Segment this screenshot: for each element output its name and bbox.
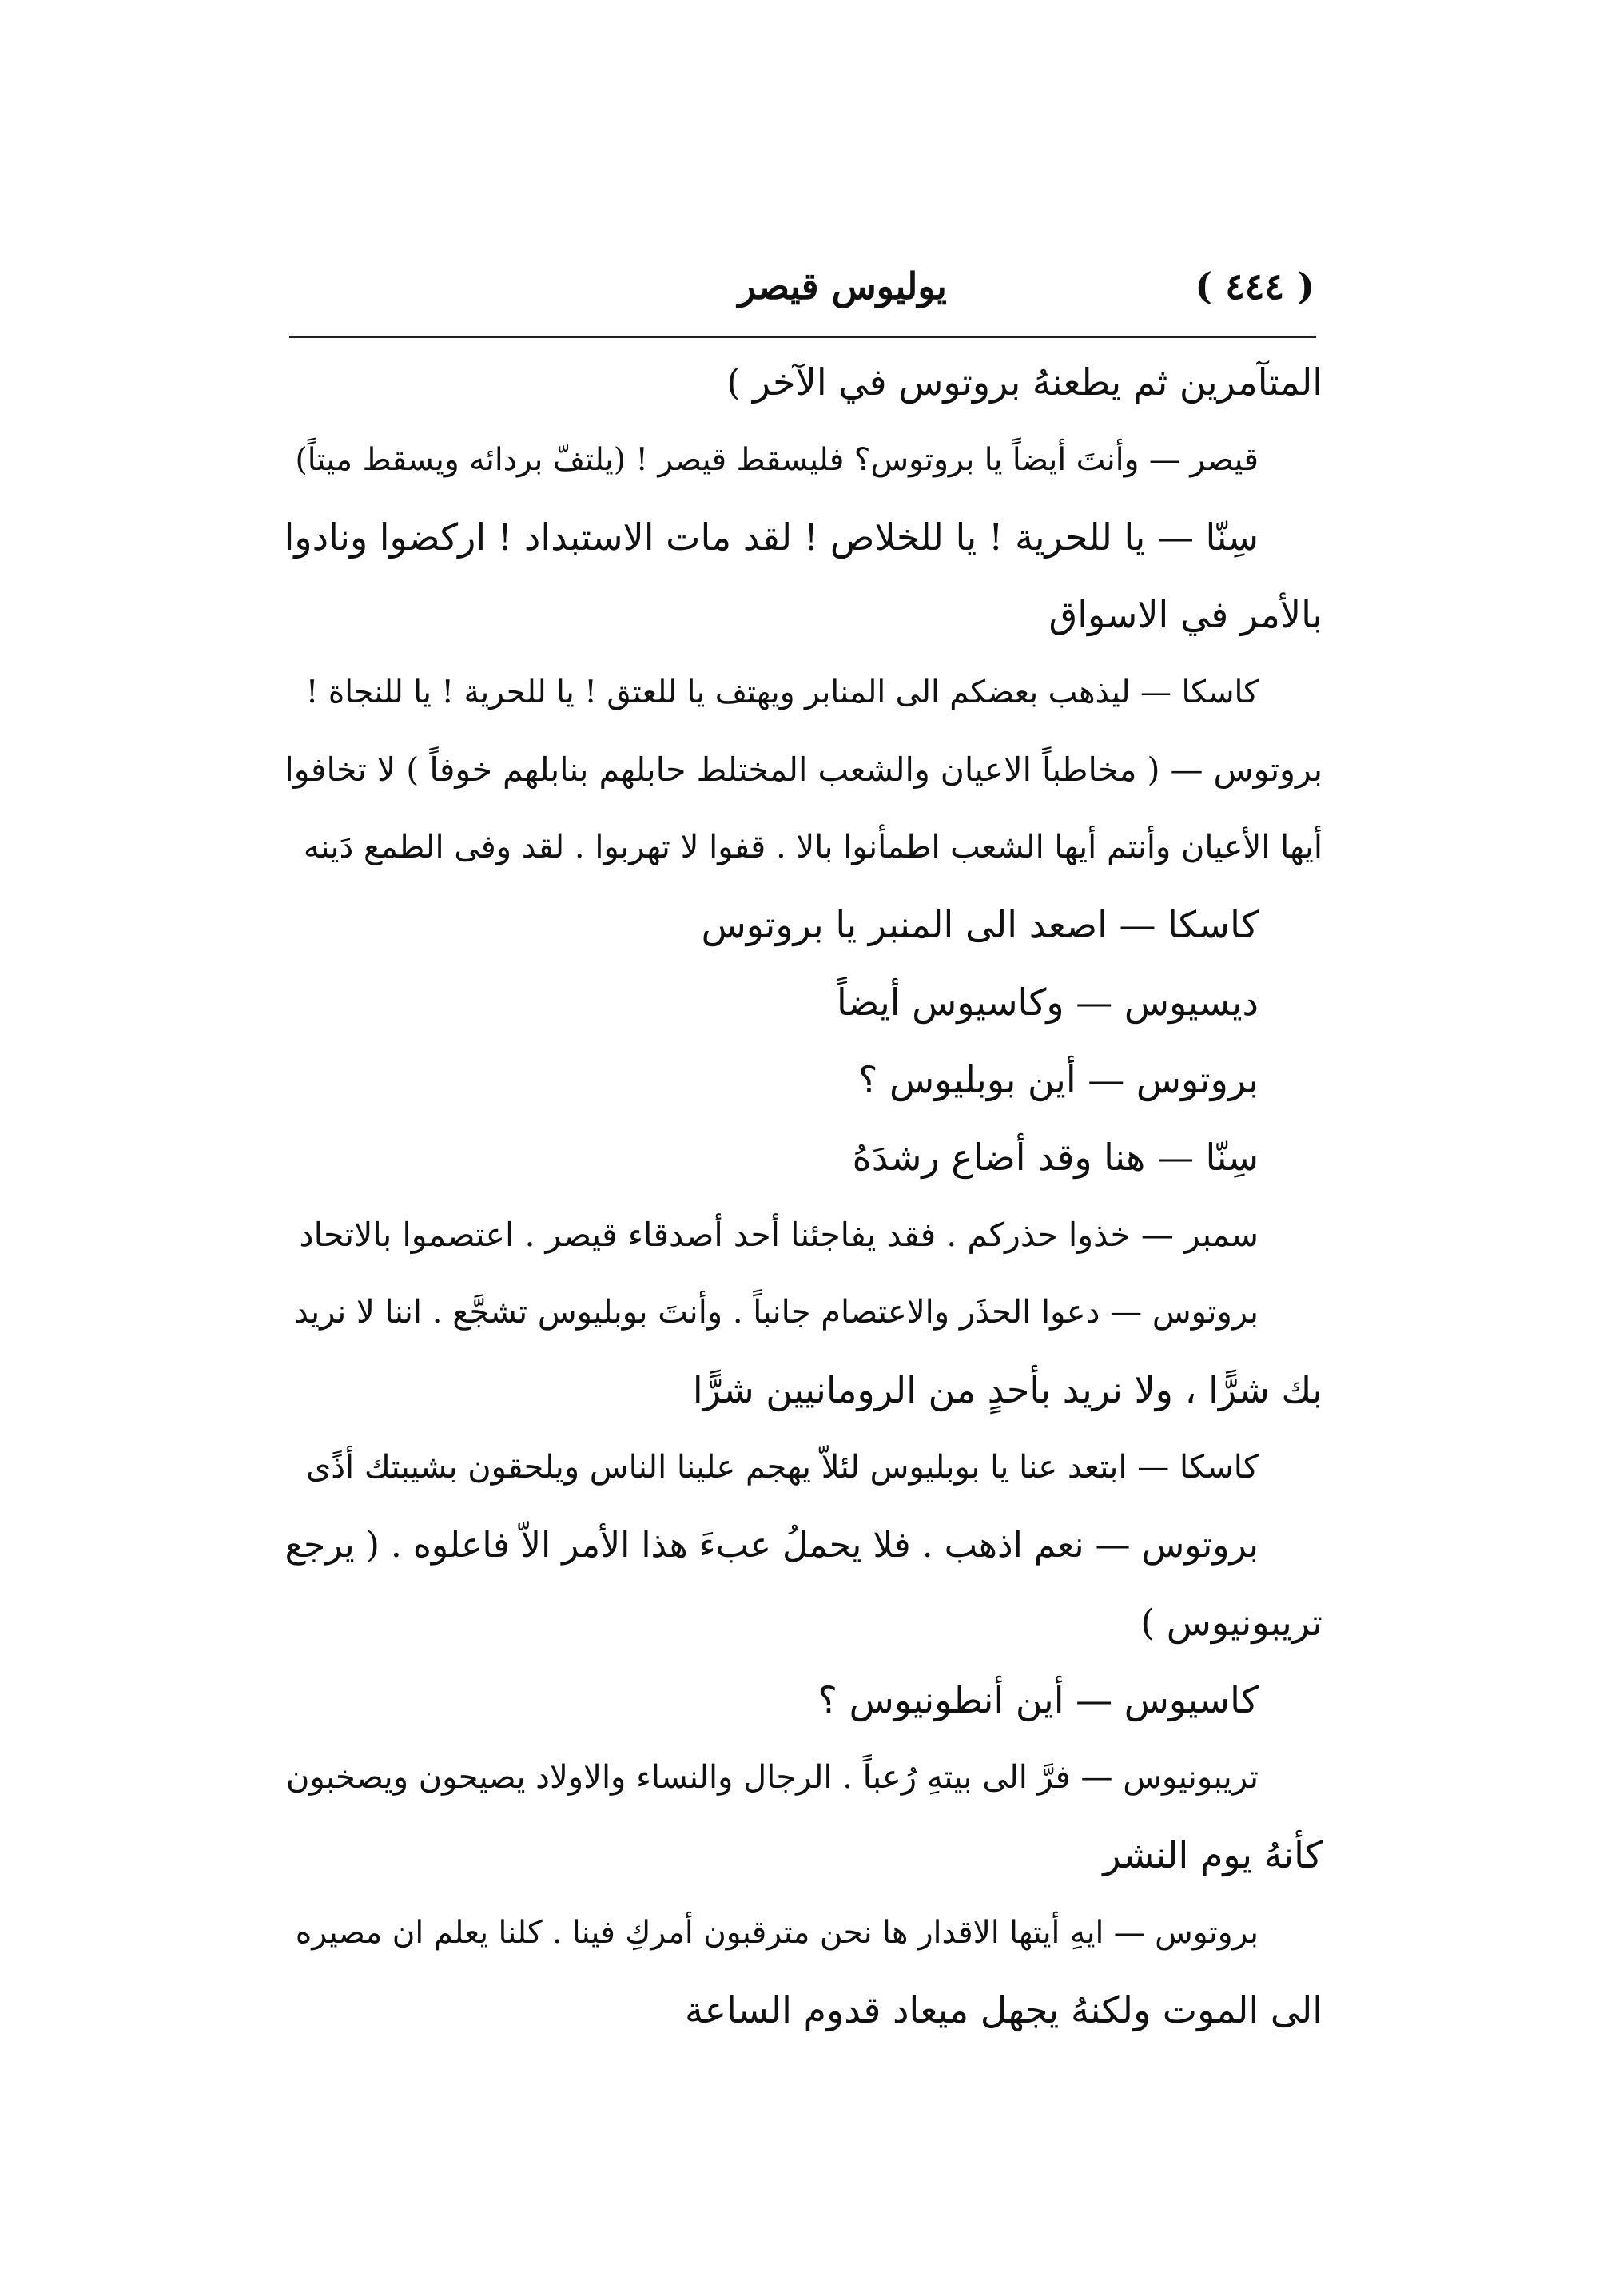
text-line: بروتوس — نعم اذهب . فلا يحملُ عبءَ هذا الأمر الاّ فاعلوه . ( يرجع [284, 1525, 1259, 1566]
running-header [288, 254, 1315, 318]
page-number: ( ٤٤٤ ) [1195, 265, 1315, 308]
text-line: بروتوس — دعوا الحذَر والاعتصام جانباً . وأنتَ بوبليوس تشجَّع . اننا لا نريد [293, 1294, 1259, 1331]
text-line: سمبر — خذوا حذركم . فقد يفاجئنا أحد أصدقاء قيصر . اعتصموا بالاتحاد [299, 1216, 1259, 1254]
text-line: أيها الأعيان وأنتم أيها الشعب اطمأنوا بالا . قفوا لا تهربوا . لقد وفى الطمع دَينه [303, 829, 1323, 865]
text-line: بالأمر في الاسواق [1048, 593, 1323, 636]
text-line: سِنّا — هنا وقد أضاع رشدَهُ [852, 1136, 1259, 1179]
text-line: بروتوس — ايهِ أيتها الاقدار ها نحن مترقبون أمركِ فينا . كلنا يعلم ان مصيره [295, 1915, 1259, 1951]
text-line: كاسكا — ليذهب بعضكم الى المنابر ويهتف يا للعتق ! يا للحرية ! يا للنجاة ! [305, 674, 1259, 710]
text-line: بروتوس — ( مخاطباً الاعيان والشعب المختلط حابلهم بنابلهم خوفاً ) لا تخافوا [284, 750, 1323, 789]
header-rule [289, 336, 1316, 338]
text-line: سِنّا — يا للحرية ! يا للخلاص ! لقد مات الاستبداد ! اركضوا ونادوا [284, 515, 1259, 559]
text-line: كاسكا — اصعد الى المنبر يا بروتوس [701, 903, 1259, 946]
text-line: كاسكا — ابتعد عنا يا بوبليوس لئلاّ يهجم علينا الناس ويلحقون بشيبتك أذًى [305, 1449, 1259, 1486]
running-title: يوليوس قيصر [738, 265, 947, 308]
text-line: الى الموت ولكنهُ يجهل ميعاد قدوم الساعة [684, 1988, 1323, 2031]
text-line: كاسيوس — أين أنطونيوس ؟ [817, 1678, 1259, 1721]
text-line: ديسيوس — وكاسيوس أيضاً [837, 981, 1259, 1024]
text-line: تريبونيوس ) [1140, 1601, 1323, 1644]
text-line: قيصر — وأنتَ أيضاً يا بروتوس؟ فليسقط قيصر ! (يلتفّ بردائه ويسقط ميتاً) [295, 442, 1259, 478]
text-line: تريبونيوس — فرَّ الى بيتهِ رُعباً . الرجال والنساء والاولاد يصيحون ويصخبون [285, 1759, 1259, 1796]
text-line: بك شرًّا ، ولا نريد بأحدٍ من الرومانيين شرًّا [692, 1368, 1323, 1411]
text-line: المتآمرين ثم يطعنهُ بروتوس في الآخر ) [726, 360, 1323, 404]
text-line: كأنهُ يوم النشر [1103, 1833, 1323, 1876]
body-text [284, 344, 1323, 2049]
text-line: بروتوس — أين بوبليوس ؟ [857, 1058, 1259, 1101]
